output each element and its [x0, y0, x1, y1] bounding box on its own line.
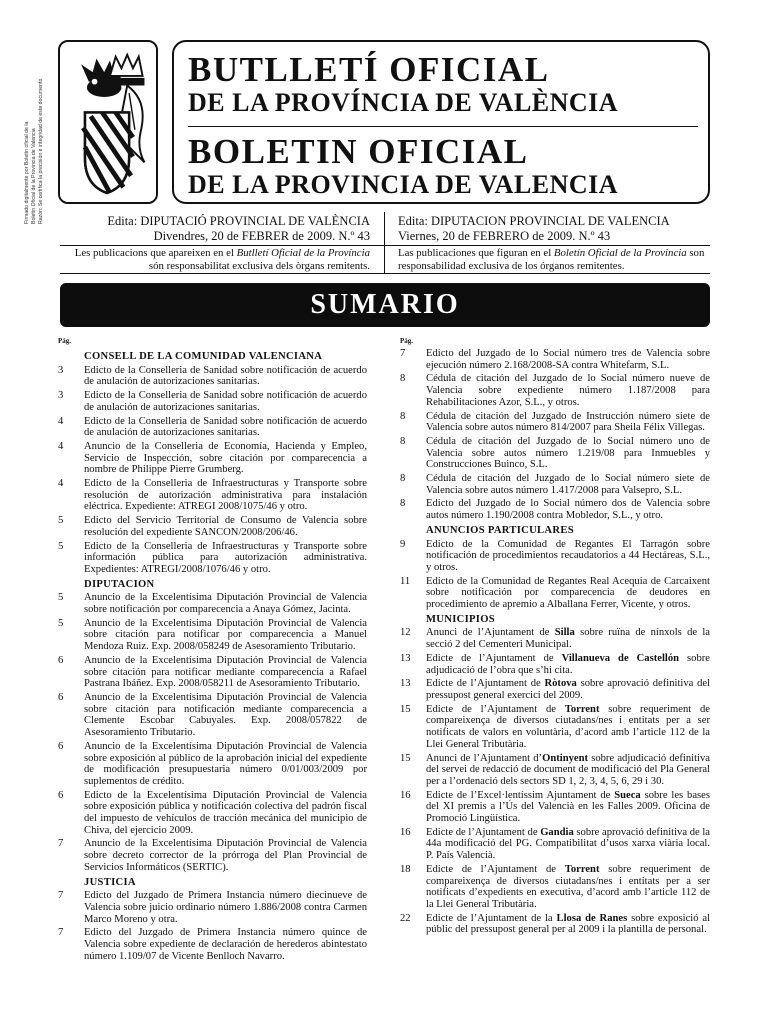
summary-entry: [400, 864, 710, 911]
title-spanish-line2: DE LA PROVINCIA DE VALENCIA: [188, 170, 619, 199]
entry-text: Anuncio de la Excelentísima Diputación Provincial de Valencia sobre exposición al público de la aprobación inicial del expediente de modificación presupuestaria número 0/01/003/2009 por suplementos de crédito.: [84, 740, 367, 787]
summary-entry: [58, 416, 367, 439]
entry-municipality: Sueca: [614, 789, 641, 801]
summary-entry: [400, 348, 710, 371]
entry-text: Edicto del Juzgado de Primera Instancia número quince de Valencia sobre expediente de declaración de herederos abintestato número 1.109/07 de Vicente Benlloch Navarro.: [84, 927, 367, 962]
date-valencian: Divendres, 20 de FEBRER de 2009. N.º 43: [153, 229, 370, 243]
entry-page-number: 8: [400, 435, 406, 447]
summary-entry: [400, 704, 710, 751]
summary-entry: [400, 576, 710, 611]
entry-text-suffix: sobre requeriment de compareixença de diversos ciutadans/nes i entitats per a ser notificats d’expedients en executiva, d’acord amb l’article 112 de la Llei General Tributària.: [426, 863, 711, 910]
summary-entry: [400, 913, 710, 936]
entry-text: [426, 864, 710, 911]
summary-entry: [400, 498, 710, 521]
entry-page-number: 6: [58, 691, 64, 703]
summary-entry: [58, 741, 367, 788]
entry-municipality: Ontinyent: [542, 752, 589, 764]
summary-entry: [58, 478, 367, 513]
entry-page-number: 16: [400, 789, 411, 801]
entry-text: Edicto de la Conselleria de Sanidad sobre notificación de acuerdo de anulación de autorizaciones sanitarias.: [84, 390, 367, 413]
responsibility-note-spanish: Las publicaciones que figuran en el Boletín Oficial de la Provincia son responsabilidad exclusiva de los órganos remitentes.: [398, 247, 705, 272]
summary-entry: [400, 411, 710, 434]
entry-page-number: 5: [58, 592, 64, 604]
entry-text-prefix: Edicte de l’Ajuntament de: [426, 826, 541, 838]
entry-page-number: 7: [58, 890, 64, 902]
section-heading: JUSTICIA: [84, 876, 136, 888]
page-column-label: Pág.: [400, 337, 414, 345]
entry-text: Edicto del Servicio Territorial de Consumo de Valencia sobre resolución del expediente SANCON/2008/206/46.: [84, 515, 367, 538]
entry-text-suffix: sobre adjudicació definitiva del servei de redacció de document de modificació del Pla General per a l’ordenació dels sectors SD 1, 2, 3, 4, 5, 6, 29 i 30.: [426, 752, 710, 787]
entry-text: Edicto de la Conselleria de Infraestructuras y Transporte sobre resolución de autorización administrativa para instalación eléctrica. Expediente: ATREGI 2008/1075/46 y otro.: [84, 478, 367, 513]
entry-text: Cédula de citación del Juzgado de lo Social número nueve de Valencia sobre expediente número 1.187/2008 para Rehabilitaciones Azor, S.L., y otros.: [426, 373, 710, 408]
section-heading: MUNICIPIOS: [426, 613, 495, 625]
summary-entry: [58, 927, 367, 962]
summary-entry: [58, 541, 367, 576]
entry-page-number: 9: [400, 538, 406, 550]
entry-page-number: 6: [58, 789, 64, 801]
entry-text: Anuncio de la Excelentísima Diputación Provincial de Valencia sobre notificación por comparecencia a Anaya Gómez, Jacinta.: [84, 592, 367, 616]
entry-text-suffix: sobre aprovació definitiva de la 44a modificació del PG. Compatibilitat d’usos xarxa viària local. P. País Valencià.: [426, 826, 710, 862]
entry-municipality: Ròtova: [544, 678, 577, 690]
entry-page-number: 4: [58, 478, 64, 490]
summary-entry: [58, 618, 367, 653]
entry-text: [426, 653, 710, 676]
signature-line: Boletín Oficial de la Provincia de Valencia: [31, 128, 37, 224]
title-valencian-line2: DE LA PROVÍNCIA DE VALÈNCIA: [188, 88, 619, 117]
entry-page-number: 8: [400, 410, 406, 422]
summary-entry: [400, 473, 710, 496]
summary-entry: [58, 592, 367, 615]
entry-page-number: 4: [58, 440, 64, 452]
entry-municipality: Villanueva de Castellón: [561, 652, 680, 664]
entry-municipality: Llosa de Ranes: [556, 912, 628, 924]
entry-text: Edicto de la Excelentísima Diputación Provincial de Valencia sobre exposición pública y notificación colectiva del padrón fiscal del impuesto de vehículos de tracción mecánica del municipio de Chiva, del ejercicio 2009.: [84, 789, 367, 836]
entry-text: [426, 753, 710, 788]
entry-text: [426, 913, 710, 936]
summary-entry: [400, 539, 710, 574]
entry-text: Edicto de la Conselleria de Sanidad sobre notificación de acuerdo de anulación de autorizaciones sanitarias.: [84, 364, 367, 388]
entry-page-number: 7: [58, 927, 64, 939]
summary-entry: [400, 373, 710, 408]
entry-text: Anuncio de la Excelentísima Diputación Provincial de Valencia sobre citación para notificar por comparecencia a Manuel Mendoza Ruiz. Exp. 2008/058249 de Asesoramiento Tributario.: [84, 617, 367, 653]
entry-page-number: 5: [58, 515, 64, 527]
summary-entry: [58, 838, 367, 873]
entry-page-number: 8: [400, 373, 406, 385]
summary-entry: [400, 827, 710, 862]
publisher-spanish: Edita: DIPUTACION PROVINCIAL DE VALENCIA: [398, 214, 670, 228]
entry-municipality: Torrent: [564, 703, 600, 715]
entry-page-number: 6: [58, 654, 64, 666]
entry-page-number: 15: [400, 752, 411, 764]
entry-text-prefix: Edicte de l’Ajuntament de: [426, 678, 545, 690]
entry-page-number: 15: [400, 703, 411, 715]
entry-text-suffix: sobre ruïna de nínxols de la secció 2 del Cementeri Municipal.: [426, 627, 710, 651]
entry-text: Anuncio de la Excelentísima Diputación Provincial de Valencia sobre decreto corrector de la prórroga del Plan Provincial de Servicios Informáticos (SERTIC).: [84, 838, 367, 873]
title-valencian-line1: BUTLLETÍ OFICIAL: [188, 50, 550, 89]
entry-page-number: 3: [58, 390, 64, 402]
entry-page-number: 7: [400, 348, 406, 359]
entry-page-number: 3: [58, 364, 64, 376]
summary-entry: [400, 627, 710, 650]
entry-text: Cédula de citación del Juzgado de lo Social número siete de Valencia sobre autos número 1.417/2008 para Valsepro, S.L.: [426, 473, 710, 496]
entry-page-number: 6: [58, 740, 64, 752]
summary-entry: [400, 678, 710, 701]
entry-text-suffix: sobre aprovació definitiva del pressupost general exercici del 2009.: [426, 678, 711, 701]
entry-text-prefix: Edicte de l’Excel·lentíssim Ajuntament de: [426, 789, 615, 801]
responsibility-note-valencian: Les publicacions que apareixen en el Butlletí Oficial de la Província són responsabilitat exclusiva dels òrgans remitents.: [74, 247, 370, 272]
entry-text-prefix: Anunci de l’Ajuntament d’: [426, 752, 543, 764]
header-rule: [60, 245, 710, 246]
entry-text: Edicto de la Conselleria de Infraestructuras y Transporte sobre información pública para autorización administrativa. Expedientes: ATREGI/2008/1076/46 y otro.: [84, 540, 367, 575]
entry-text: [426, 827, 710, 862]
sumario-banner: SUMARIO: [60, 283, 710, 327]
entry-municipality: Gandia: [540, 826, 574, 838]
summary-entry: [58, 790, 367, 837]
section-heading: CONSELL DE LA COMUNIDAD VALENCIANA: [84, 351, 323, 362]
entry-municipality: Torrent: [564, 863, 600, 875]
entry-text: Edicto del Juzgado de lo Social número tres de Valencia sobre ejecución número 2.168/2008-SA contra Whitefarm, S.L.: [426, 348, 710, 371]
entry-text: Edicto de la Comunidad de Regantes Real Acequia de Carcaixent sobre notificación por comparecencia de deudores en procedimiento de apremio a Alballana Ferrer, Vicente, y otros.: [426, 575, 710, 611]
entry-text-prefix: Edicte de l’Ajuntament de: [426, 703, 565, 715]
summary-entry: [58, 365, 367, 388]
title-divider: [188, 126, 698, 127]
entry-page-number: 11: [400, 575, 411, 587]
entry-text-suffix: sobre exposició al públic del pressupost general per al 2009 i la plantilla de personal.: [426, 912, 711, 936]
summary-entry: [400, 653, 710, 676]
section-heading: DIPUTACION: [84, 578, 155, 590]
date-spanish: Viernes, 20 de FEBRERO de 2009. N.º 43: [398, 229, 611, 243]
entry-text-suffix: sobre les bases del XI premis a l’Ús del Valencià en les Falles 2009. Oficina de Promoció Lingüística.: [426, 789, 710, 825]
masthead-title-box: [172, 40, 710, 204]
signature-line: Razón: Se certifica la precisión e integridad de este documento: [38, 78, 44, 224]
entry-page-number: 13: [400, 652, 411, 664]
summary-entry: [400, 753, 710, 788]
entry-page-number: 18: [400, 863, 411, 875]
summary-entry: [400, 436, 710, 471]
entry-page-number: 8: [400, 473, 406, 485]
summary-entry: [58, 692, 367, 739]
signature-line: Firmado digitalmente por Boletín oficial de la: [24, 121, 30, 224]
summary-entry: [58, 441, 367, 476]
summary-entry: [58, 515, 367, 538]
entry-text: Anuncio de la Conselleria de Economía, Hacienda y Empleo, Servicio de Inspección, sobre citación por comparecencia a nombre de Philippe Pierre Grumberg.: [84, 440, 367, 476]
section-heading: ANUNCIOS PARTICULARES: [426, 524, 574, 536]
entry-text-prefix: Edicte de l’Ajuntament de: [426, 652, 562, 664]
entry-page-number: 5: [58, 540, 64, 552]
entry-text: Edicto del Juzgado de lo Social número dos de Valencia sobre autos número 1.190/2008 contra Mobledor, S.L., y otro.: [426, 498, 710, 522]
entry-text: Anuncio de la Excelentísima Diputación Provincial de Valencia sobre citación para notificar mediante comparecencia a Rafael Pastrana Ibáñez. Exp. 2008/058211 de Asesoramiento Tributario.: [84, 654, 367, 690]
entry-text-suffix: sobre adjudicació de l’obra que s’hi cita.: [426, 652, 710, 676]
coat-of-arms-logo: [58, 40, 158, 204]
entry-municipality: Silla: [554, 627, 575, 639]
entry-page-number: 16: [400, 826, 411, 838]
entry-text: Edicto de la Comunidad de Regantes El Tarragón sobre notificación de procedimientos recaudatorios a 44 Hectáreas, S.L., y otros.: [426, 538, 710, 573]
publisher-valencian: Edita: DIPUTACIÓ PROVINCIAL DE VALÈNCIA: [107, 214, 370, 228]
summary-column-right: [400, 336, 710, 938]
summary-column-left: [58, 336, 367, 964]
edita-spanish: [398, 214, 710, 244]
title-spanish-line1: BOLETIN OFICIAL: [188, 132, 529, 171]
page-column-label: Pág.: [58, 337, 72, 345]
entry-text-prefix: Edicte de l’Ajuntament de: [426, 863, 565, 875]
coat-of-arms-icon: [60, 42, 156, 202]
summary-entry: [58, 390, 367, 413]
header-vertical-divider: [384, 212, 385, 274]
entry-text: [426, 790, 710, 825]
entry-text: Cédula de citación del Juzgado de Instrucción número siete de Valencia sobre autos número 814/2007 para Sheila Félix Villegas.: [426, 410, 710, 434]
summary-entry: [58, 655, 367, 690]
entry-page-number: 7: [58, 838, 64, 850]
entry-page-number: 22: [400, 912, 411, 924]
entry-text: Cédula de citación del Juzgado de lo Social número uno de Valencia sobre autos número 1.219/08 para Inmuebles y Construcciones Buinco, S.L.: [426, 435, 710, 471]
entry-page-number: 12: [400, 627, 411, 639]
entry-text-prefix: Edicte de l’Ajuntament de la: [426, 912, 557, 924]
entry-page-number: 4: [58, 415, 64, 427]
entry-page-number: 8: [400, 498, 406, 510]
entry-page-number: 13: [400, 678, 411, 690]
header-rule: [60, 273, 710, 274]
entry-text: [426, 627, 710, 650]
entry-page-number: 5: [58, 617, 64, 629]
entry-text-prefix: Anunci de l’Ajuntament de: [426, 627, 555, 639]
summary-entry: [58, 890, 367, 925]
entry-text: Edicto de la Conselleria de Sanidad sobre notificación de acuerdo de anulación de autorizaciones sanitarias.: [84, 415, 367, 439]
entry-text-suffix: sobre requeriment de compareixença de diversos ciutadans/nes i entitats per a ser notificats de valors en voluntària, d’acord amb l’article 112 de la Llei General Tributària.: [426, 703, 711, 750]
summary-entry: [400, 790, 710, 825]
edita-valencian: [60, 214, 370, 244]
entry-text: Edicto del Juzgado de Primera Instancia número diecinueve de Valencia sobre juicio ordinario número 1.886/2008 contra Carmen Marco Moreno y otra.: [84, 890, 367, 925]
entry-text: [426, 704, 710, 751]
entry-text: Anuncio de la Excelentísima Diputación Provincial de Valencia sobre citación para notificación mediante comparecencia a Clemente Escobar Cabuyales. Exp. 2008/057822 de Asesoramiento Tributario.: [84, 691, 367, 739]
entry-text: [426, 678, 710, 701]
